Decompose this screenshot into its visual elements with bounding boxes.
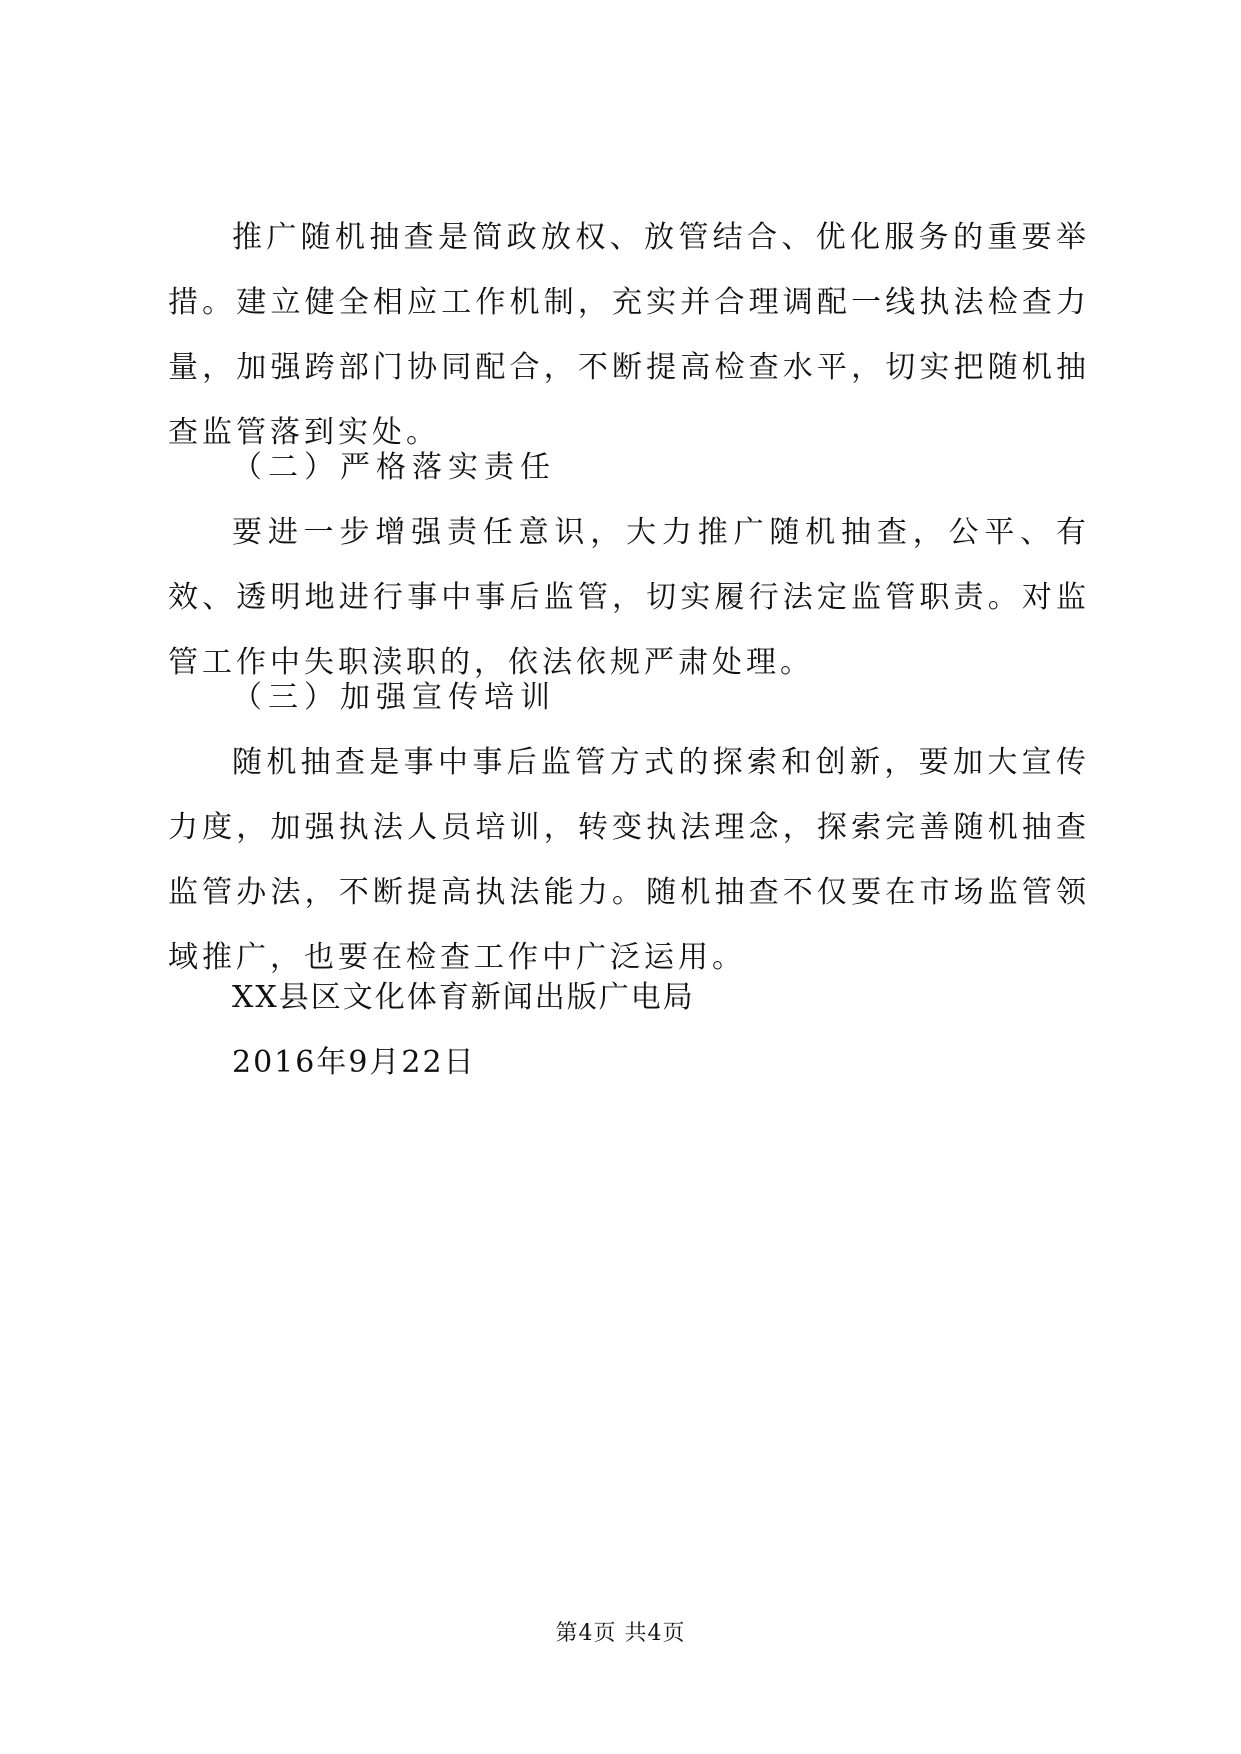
document-date: 2016年9月22日 [232,1045,476,1080]
paragraph-training: 随机抽查是事中事后监管方式的探索和创新，要加大宣传力度，加强执法人员培训，转变执法理念，探索完善随机抽查监管办法，不断提高执法能力。随机抽查不仅要在市场监管领域推广，也要在检查工作中广泛运用。 [168,745,1090,975]
paragraph-intro: 推广随机抽查是简政放权、放管结合、优化服务的重要举措。建立健全相应工作机制，充实并合理调配一线执法检查力量，加强跨部门协同配合，不断提高检查水平，切实把随机抽查监管落到实处。 [168,220,1090,450]
paragraph-responsibility: 要进一步增强责任意识，大力推广随机抽查，公平、有效、透明地进行事中事后监管，切实履行法定监管职责。对监管工作中失职渎职的，依法依规严肃处理。 [168,515,1090,680]
section-heading-responsibility: （二）严格落实责任 [232,450,556,485]
issuing-organization: XX县区文化体育新闻出版广电局 [232,980,695,1015]
section-heading-training: （三）加强宣传培训 [232,680,556,715]
page-number-footer: 第4页 共4页 [555,1621,686,1646]
